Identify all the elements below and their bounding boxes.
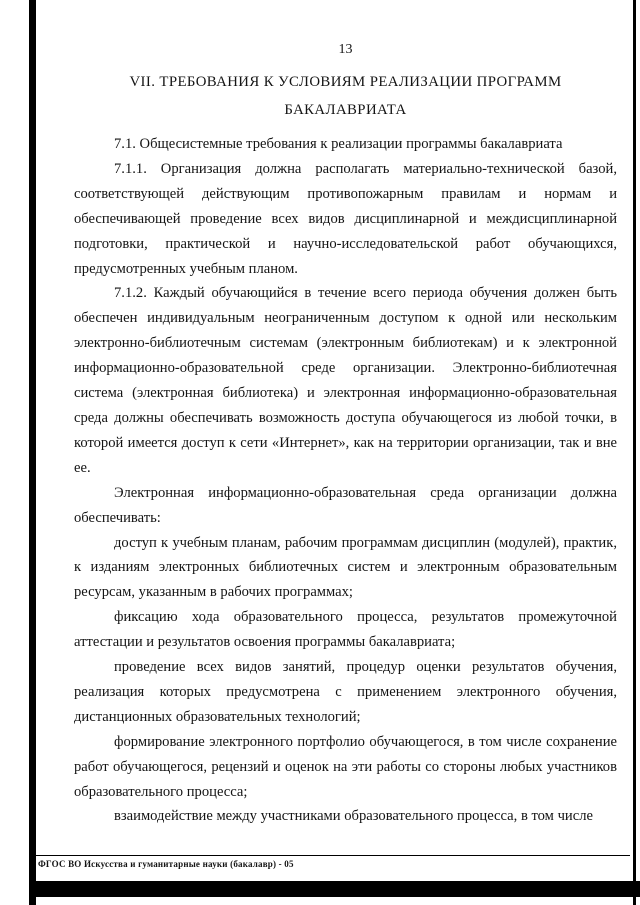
section-title-line1: VII. ТРЕБОВАНИЯ К УСЛОВИЯМ РЕАЛИЗАЦИИ ПРОГРАММ <box>129 74 562 90</box>
footer-text: ФГОС ВО Искусства и гуманитарные науки (бакалавр) - 05 <box>38 859 294 869</box>
paragraph-eios-intro: Электронная информационно-образовательная среда организации должна обеспечивать: <box>74 484 617 526</box>
page-content <box>74 42 617 829</box>
section-title <box>74 68 617 124</box>
paragraph-item-portfolio: формирование электронного портфолио обучающегося, в том числе сохранение работ обучающегося, рецензий и оценок на эти работы со стороны любых участников образовательного процесса; <box>74 733 617 800</box>
section-title-line2: БАКАЛАВРИАТА <box>284 102 407 118</box>
paragraph-item-access: доступ к учебным планам, рабочим программам дисциплин (модулей), практик, к изданиям электронных библиотечных систем и электронным образовательным ресурсам, указанным в рабочих программах; <box>74 534 617 601</box>
page-number: 13 <box>338 42 353 57</box>
paragraph-item-interaction: взаимодействие между участниками образовательного процесса, в том числе <box>114 808 593 825</box>
paragraph-7-1: 7.1. Общесистемные требования к реализации программы бакалавриата <box>114 136 563 152</box>
scan-right-border <box>633 0 636 905</box>
scan-bottom-border <box>29 881 640 897</box>
paragraph-item-fixation: фиксацию хода образовательного процесса, результатов промежуточной аттестации и результатов освоения программы бакалавриата; <box>74 609 617 651</box>
scan-left-border <box>29 0 36 905</box>
paragraph-7-1-2: 7.1.2. Каждый обучающийся в течение всего периода обучения должен быть обеспечен индивидуальным неограниченным доступом к одной или нескольким электронно-библиотечным системам (электронным библиотекам) и к электронной информационно-образовательной среде организации. Электронно-библиотечная система (электронная библиотека) и электронная информационно-образовательная среда должны обеспечивать возможность доступа обучающегося из любой точки, в которой имеется доступ к сети «Интернет», как на территории организации, так и вне ее. <box>74 285 617 476</box>
paragraph-7-1-1: 7.1.1. Организация должна располагать материально-технической базой, соответствующей действующим противопожарным правилам и нормам и обеспечивающей проведение всех видов дисциплинарной и междисциплинарной подготовки, практической и научно-исследовательской работ обучающихся, предусмотренных учебным планом. <box>74 160 617 277</box>
body-text <box>74 132 617 829</box>
footer-rule <box>36 855 630 856</box>
paragraph-item-lessons: проведение всех видов занятий, процедур оценки результатов обучения, реализация которых предусмотрена с применением электронного обучения, дистанционных образовательных технологий; <box>74 659 617 725</box>
